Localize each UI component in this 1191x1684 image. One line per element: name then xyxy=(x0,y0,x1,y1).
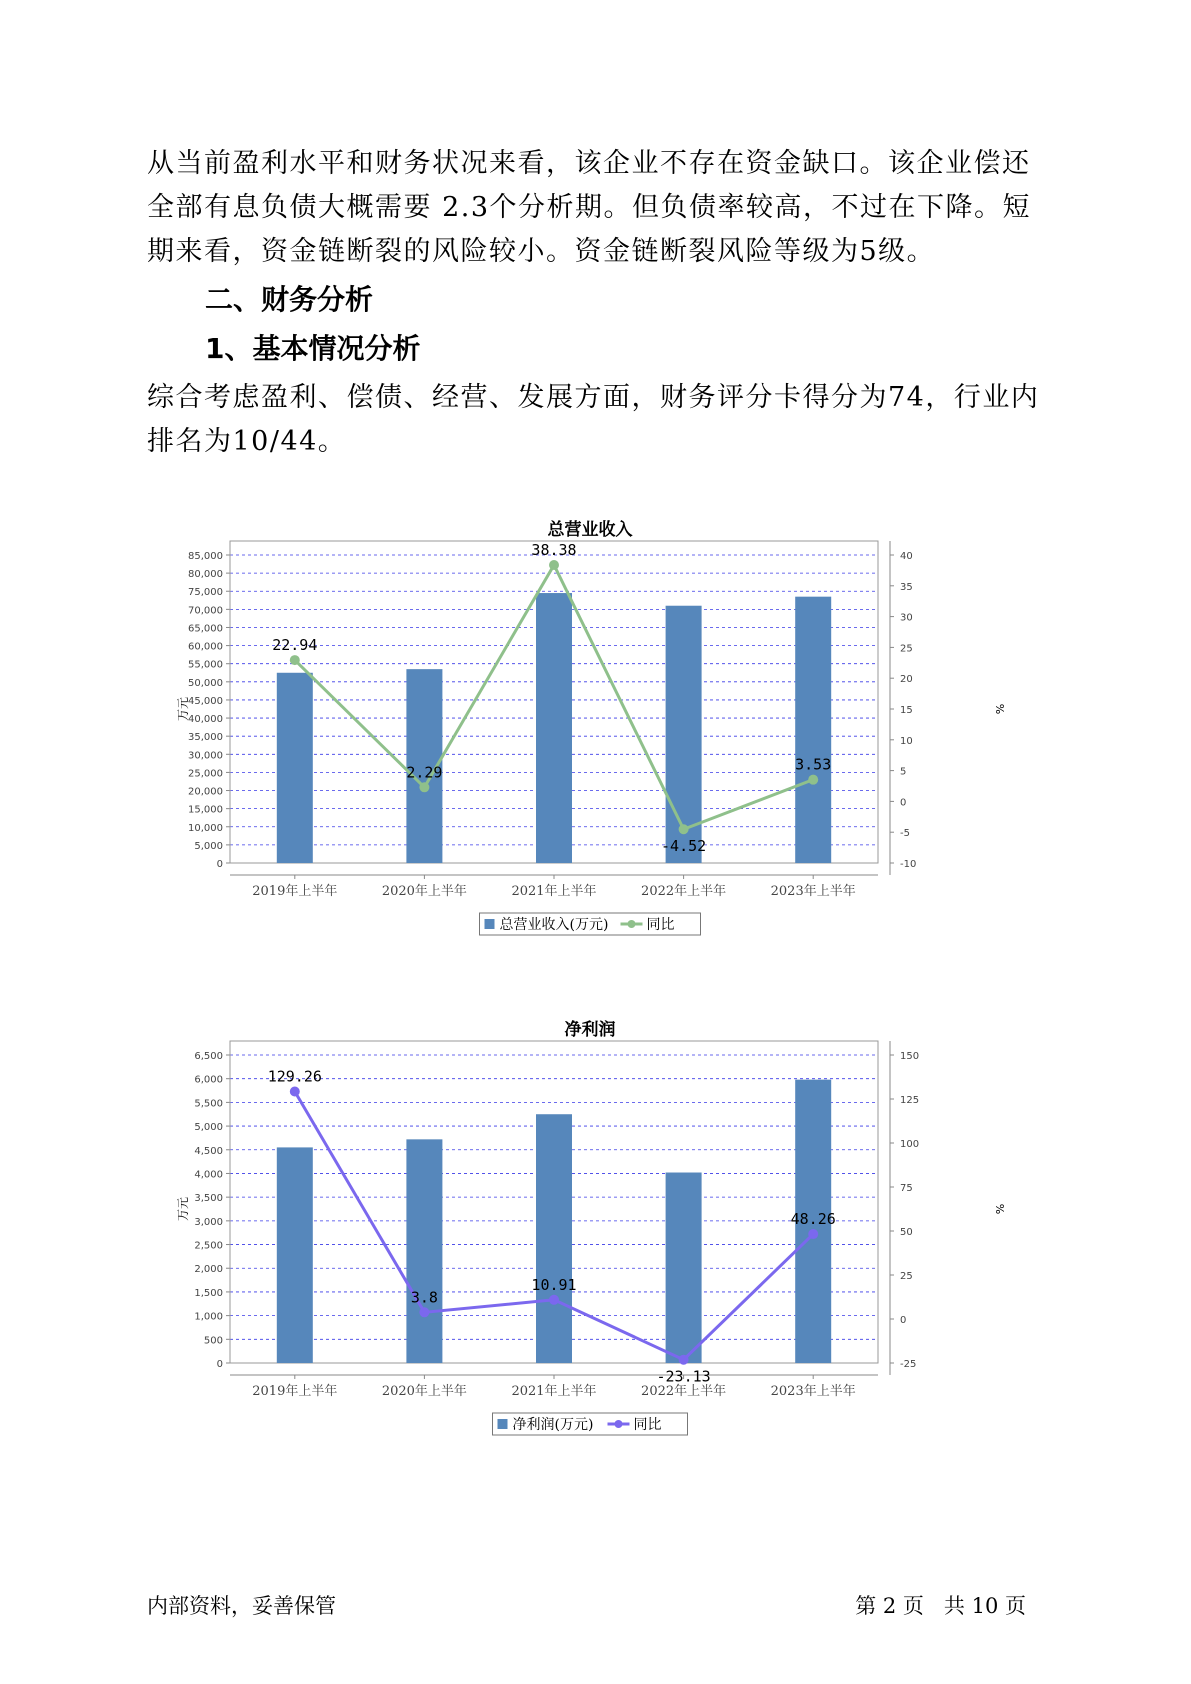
y-tick-label: 55,000 xyxy=(188,659,223,671)
bar xyxy=(666,1173,702,1363)
bar xyxy=(277,1147,313,1363)
line-point xyxy=(549,1295,559,1305)
data-label: 10.91 xyxy=(531,1275,577,1294)
bar xyxy=(406,1139,442,1363)
chart-total-revenue-svg xyxy=(170,515,1010,975)
y-axis-label: 万元 xyxy=(175,696,190,722)
y-tick-label: 30,000 xyxy=(188,750,223,762)
y2-tick-label: 125 xyxy=(900,1095,920,1106)
line-point xyxy=(808,775,818,785)
y2-tick-label: -10 xyxy=(900,859,917,870)
y-tick-label: 4,000 xyxy=(194,1169,223,1181)
paragraph-funding-summary: 从当前盈利水平和财务状况来看，该企业不存在资金缺口。该企业偿还全部有息负债大概需要 2.3个分析期。但负债率较高，不过在下降。短期来看，资金链断裂的风险较小。资金链断裂风险等级为5级。 xyxy=(147,148,1032,267)
data-label: 48.26 xyxy=(790,1210,836,1229)
y2-tick-label: 20 xyxy=(900,674,913,686)
y-axis-label: 万元 xyxy=(175,1196,190,1222)
y-tick-label: 2,000 xyxy=(194,1264,223,1276)
y2-tick-label: 5 xyxy=(900,766,907,778)
footer-confidential: 内部资料，妥善保管 xyxy=(147,1594,336,1618)
line-point xyxy=(549,560,559,570)
y-tick-label: 6,000 xyxy=(194,1074,223,1086)
legend-swatch-bar xyxy=(485,919,495,929)
y2-axis-label: % xyxy=(993,1203,1006,1215)
legend-swatch-dot xyxy=(628,920,636,928)
y-tick-label: 0 xyxy=(216,1359,223,1370)
y-tick-label: 6,500 xyxy=(194,1051,223,1062)
y-tick-label: 60,000 xyxy=(188,641,223,653)
y-tick-label: 1,500 xyxy=(194,1287,223,1299)
x-tick-label: 2021年上半年 xyxy=(511,1384,597,1399)
y-tick-label: 0 xyxy=(216,859,223,870)
data-label: 129.26 xyxy=(267,1067,322,1086)
line-point xyxy=(290,655,300,665)
y2-tick-label: 25 xyxy=(900,1271,913,1282)
data-label: 2.29 xyxy=(406,763,443,782)
y-tick-label: 80,000 xyxy=(188,569,223,581)
y-tick-label: 65,000 xyxy=(188,623,223,635)
y-tick-label: 2,500 xyxy=(194,1240,223,1252)
y-tick-label: 4,500 xyxy=(194,1145,223,1157)
y2-tick-label: -5 xyxy=(900,828,910,840)
line-point xyxy=(808,1229,818,1239)
data-label: 38.38 xyxy=(531,540,577,559)
y2-tick-label: 0 xyxy=(900,797,907,809)
line-point xyxy=(419,782,429,792)
y-tick-label: 20,000 xyxy=(188,786,223,798)
y-tick-label: 45,000 xyxy=(188,695,223,707)
data-label: -23.13 xyxy=(656,1367,711,1386)
y-tick-label: 5,000 xyxy=(194,1122,223,1134)
y2-tick-label: 30 xyxy=(900,612,913,624)
data-label: -4.52 xyxy=(661,837,707,856)
y-tick-label: 10,000 xyxy=(188,822,223,834)
y2-tick-label: -25 xyxy=(900,1359,917,1370)
y-tick-label: 40,000 xyxy=(188,714,223,726)
legend-label-bar: 总营业收入(万元) xyxy=(499,917,609,933)
chart-net-profit-svg xyxy=(170,1015,1010,1475)
y2-tick-label: 10 xyxy=(900,735,913,747)
paragraph-scorecard: 综合考虑盈利、偿债、经营、发展方面，财务评分卡得分为74，行业内排名为10/44。 xyxy=(147,382,1040,457)
footer-page-number: 第 2 页 共 10 页 xyxy=(855,1594,1026,1618)
subsection-heading-basic-analysis: 1、基本情况分析 xyxy=(205,332,421,365)
bar xyxy=(795,597,831,863)
line-point xyxy=(290,1087,300,1097)
chart-total-revenue xyxy=(170,515,1010,975)
x-tick-label: 2021年上半年 xyxy=(511,884,597,899)
bar xyxy=(277,673,313,863)
y-tick-label: 50,000 xyxy=(188,677,223,689)
y-tick-label: 35,000 xyxy=(188,732,223,744)
line-point xyxy=(679,824,689,834)
y2-tick-label: 150 xyxy=(900,1051,920,1062)
y-tick-label: 70,000 xyxy=(188,605,223,617)
y2-tick-label: 100 xyxy=(900,1139,920,1150)
x-tick-label: 2019年上半年 xyxy=(252,884,338,899)
data-label: 22.94 xyxy=(272,636,318,655)
y-tick-label: 1,000 xyxy=(194,1311,223,1323)
x-tick-label: 2022年上半年 xyxy=(641,884,727,899)
y-tick-label: 25,000 xyxy=(188,768,223,780)
y2-tick-label: 35 xyxy=(900,581,913,593)
x-tick-label: 2020年上半年 xyxy=(381,884,467,899)
section-heading-financial-analysis: 二、财务分析 xyxy=(205,283,374,316)
chart-net-profit xyxy=(170,1015,1010,1475)
x-tick-label: 2023年上半年 xyxy=(770,884,856,899)
legend-label-line: 同比 xyxy=(633,1417,662,1433)
legend-swatch-bar xyxy=(498,1419,508,1429)
y-tick-label: 15,000 xyxy=(188,804,223,816)
y2-tick-label: 15 xyxy=(900,705,913,716)
y-tick-label: 5,500 xyxy=(194,1098,223,1110)
legend-label-bar: 净利润(万元) xyxy=(512,1417,594,1433)
y2-tick-label: 25 xyxy=(900,643,913,655)
legend-swatch-dot xyxy=(615,1420,623,1428)
x-tick-label: 2022年上半年 xyxy=(641,1384,727,1399)
legend-label-line: 同比 xyxy=(646,917,675,933)
chart-title: 净利润 xyxy=(564,1020,616,1040)
y2-tick-label: 40 xyxy=(900,551,913,562)
bar xyxy=(536,593,572,863)
chart-title: 总营业收入 xyxy=(547,520,633,540)
y-tick-label: 75,000 xyxy=(188,587,223,599)
y-tick-label: 3,000 xyxy=(194,1216,223,1228)
x-tick-label: 2019年上半年 xyxy=(252,1384,338,1399)
y2-tick-label: 50 xyxy=(900,1227,913,1238)
data-label: 3.8 xyxy=(410,1288,438,1307)
bar xyxy=(536,1114,572,1363)
data-label: 3.53 xyxy=(795,755,832,774)
y2-tick-label: 75 xyxy=(900,1183,913,1194)
y2-axis-label: % xyxy=(993,703,1006,715)
line-point xyxy=(679,1355,689,1365)
y-tick-label: 85,000 xyxy=(188,551,223,562)
x-tick-label: 2020年上半年 xyxy=(381,1384,467,1399)
y2-tick-label: 0 xyxy=(900,1315,907,1326)
y-tick-label: 500 xyxy=(203,1335,223,1347)
line-point xyxy=(419,1307,429,1317)
x-tick-label: 2023年上半年 xyxy=(770,1384,856,1399)
y-tick-label: 3,500 xyxy=(194,1193,223,1205)
y-tick-label: 5,000 xyxy=(194,840,223,852)
